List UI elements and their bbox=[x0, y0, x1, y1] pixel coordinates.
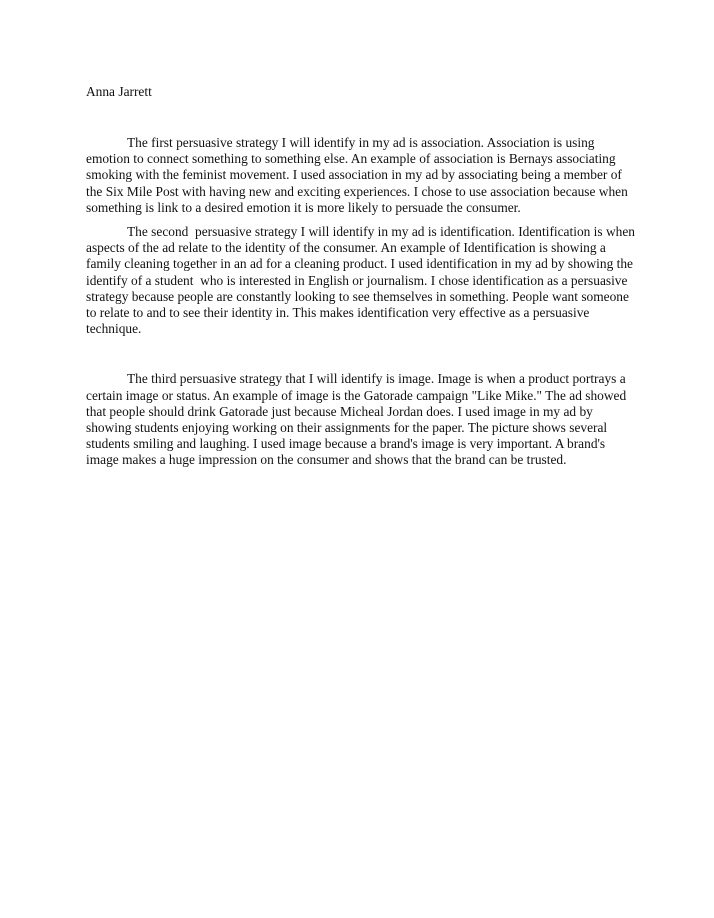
paragraph-association: The first persuasive strategy I will identify in my ad is association. Association is using emotion to connect something to something else. An example of association is Bernays associating smoking with the feminist movement. I used association in my ad by associating being a member of the Six Mile Post with having new and exciting experiences. I chose to use association because when something is link to a desired emotion it is more likely to persuade the consumer. bbox=[86, 135, 632, 215]
document-body bbox=[86, 84, 638, 469]
paragraph-identification: The second persuasive strategy I will identify in my ad is identification. Identification is when aspects of the ad relate to the identity of the consumer. An example of Identification is showing a family cleaning together in an ad for a cleaning product. I used identification in my ad by showing the identify of a student who is interested in English or journalism. I chose identification as a persuasive strategy because people are constantly looking to see themselves in something. People want someone to relate to and to see their identity in. This makes identification very effective as a persuasive technique. bbox=[86, 224, 639, 337]
paragraph-image: The third persuasive strategy that I will identify is image. Image is when a product portrays a certain image or status. An example of image is the Gatorade campaign "Like Mike." The ad showed that people should drink Gatorade just because Micheal Jordan does. I used image in my ad by showing students enjoying working on their assignments for the paper. The picture shows several students smiling and laughing. I used image because a brand's image is very important. A brand's image makes a huge impression on the consumer and shows that the brand can be trusted. bbox=[86, 371, 630, 468]
author-name: Anna Jarrett bbox=[86, 84, 152, 99]
